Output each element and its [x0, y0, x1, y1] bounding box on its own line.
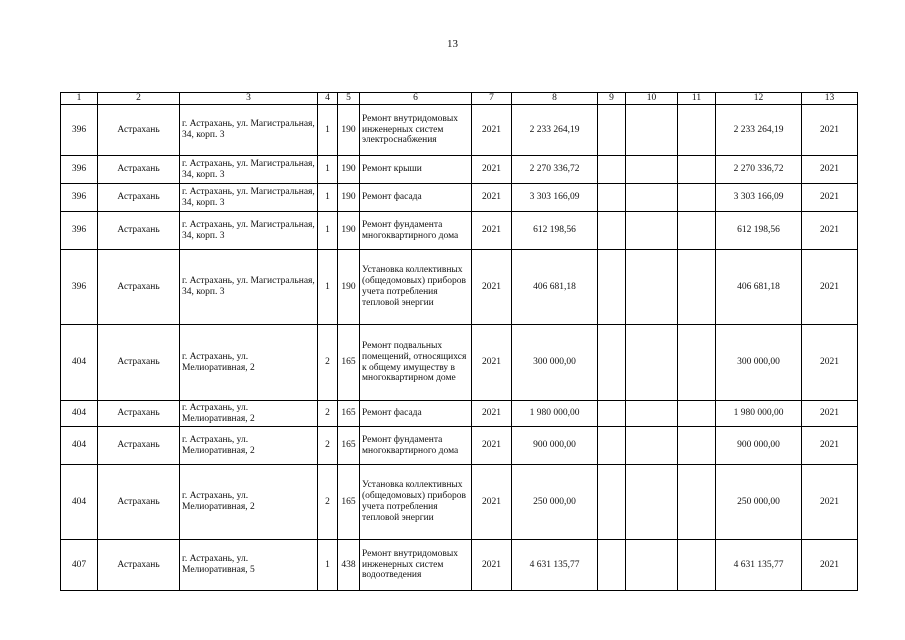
city-cell: Астрахань: [98, 105, 180, 156]
table-row: [61, 212, 858, 250]
col9-cell: [598, 401, 626, 427]
city-cell: Астрахань: [98, 401, 180, 427]
end-year-cell: 2021: [802, 465, 858, 540]
page-number: 13: [447, 38, 458, 50]
header-cell: 12: [716, 93, 802, 105]
col11-cell: [678, 105, 716, 156]
year-cell: 2021: [472, 105, 512, 156]
year-cell: 2021: [472, 212, 512, 250]
work-type-cell: Ремонт внутридомовых инженерных систем водоотведения: [360, 540, 472, 591]
address-cell: г. Астрахань, ул. Мелиоративная, 2: [180, 427, 318, 465]
total-cell: 250 000,00: [716, 465, 802, 540]
repair-program-table: [60, 92, 858, 591]
col10-cell: [626, 325, 678, 401]
row-number-cell: 396: [61, 250, 98, 325]
city-cell: Астрахань: [98, 325, 180, 401]
work-type-cell: Ремонт внутридомовых инженерных систем электроснабжения: [360, 105, 472, 156]
table-row: [61, 184, 858, 212]
header-cell: 11: [678, 93, 716, 105]
amount-cell: 4 631 135,77: [512, 540, 598, 591]
table-row: [61, 250, 858, 325]
total-cell: 300 000,00: [716, 325, 802, 401]
col10-cell: [626, 212, 678, 250]
col11-cell: [678, 250, 716, 325]
year-cell: 2021: [472, 184, 512, 212]
header-cell: 1: [61, 93, 98, 105]
header-cell: 7: [472, 93, 512, 105]
end-year-cell: 2021: [802, 250, 858, 325]
amount-cell: 2 233 264,19: [512, 105, 598, 156]
city-cell: Астрахань: [98, 427, 180, 465]
col11-cell: [678, 401, 716, 427]
address-cell: г. Астрахань, ул. Мелиоративная, 2: [180, 325, 318, 401]
year-cell: 2021: [472, 540, 512, 591]
table-row: [61, 325, 858, 401]
total-cell: 406 681,18: [716, 250, 802, 325]
header-cell: 9: [598, 93, 626, 105]
header-cell: 6: [360, 93, 472, 105]
city-cell: Астрахань: [98, 540, 180, 591]
work-type-cell: Ремонт подвальных помещений, относящихся к общему имуществу в многоквартирном доме: [360, 325, 472, 401]
year-cell: 2021: [472, 250, 512, 325]
total-cell: 1 980 000,00: [716, 401, 802, 427]
col4-cell: 1: [318, 250, 338, 325]
col11-cell: [678, 427, 716, 465]
year-cell: 2021: [472, 156, 512, 184]
amount-cell: 1 980 000,00: [512, 401, 598, 427]
city-cell: Астрахань: [98, 250, 180, 325]
end-year-cell: 2021: [802, 540, 858, 591]
row-number-cell: 396: [61, 105, 98, 156]
col10-cell: [626, 465, 678, 540]
col5-cell: 190: [338, 184, 360, 212]
work-type-cell: Ремонт фасада: [360, 401, 472, 427]
col4-cell: 2: [318, 401, 338, 427]
header-cell: 10: [626, 93, 678, 105]
total-cell: 612 198,56: [716, 212, 802, 250]
col5-cell: 165: [338, 465, 360, 540]
year-cell: 2021: [472, 401, 512, 427]
amount-cell: 250 000,00: [512, 465, 598, 540]
address-cell: г. Астрахань, ул. Мелиоративная, 2: [180, 465, 318, 540]
work-type-cell: Ремонт фундамента многоквартирного дома: [360, 427, 472, 465]
row-number-cell: 396: [61, 212, 98, 250]
col9-cell: [598, 156, 626, 184]
work-type-cell: Установка коллективных (общедомовых) приборов учета потребления тепловой энергии: [360, 465, 472, 540]
col11-cell: [678, 540, 716, 591]
amount-cell: 900 000,00: [512, 427, 598, 465]
col4-cell: 2: [318, 465, 338, 540]
col4-cell: 1: [318, 105, 338, 156]
col10-cell: [626, 427, 678, 465]
col11-cell: [678, 212, 716, 250]
col5-cell: 190: [338, 156, 360, 184]
col9-cell: [598, 184, 626, 212]
work-type-cell: Установка коллективных (общедомовых) приборов учета потребления тепловой энергии: [360, 250, 472, 325]
header-cell: 5: [338, 93, 360, 105]
col5-cell: 190: [338, 212, 360, 250]
col4-cell: 1: [318, 184, 338, 212]
col10-cell: [626, 156, 678, 184]
header-cell: 8: [512, 93, 598, 105]
col9-cell: [598, 105, 626, 156]
col10-cell: [626, 540, 678, 591]
col4-cell: 2: [318, 427, 338, 465]
row-number-cell: 404: [61, 325, 98, 401]
amount-cell: 300 000,00: [512, 325, 598, 401]
col9-cell: [598, 427, 626, 465]
end-year-cell: 2021: [802, 427, 858, 465]
header-cell: 4: [318, 93, 338, 105]
col11-cell: [678, 184, 716, 212]
address-cell: г. Астрахань, ул. Магистральная, 34, корп. 3: [180, 250, 318, 325]
row-number-cell: 396: [61, 156, 98, 184]
table-row: [61, 465, 858, 540]
work-type-cell: Ремонт фасада: [360, 184, 472, 212]
amount-cell: 406 681,18: [512, 250, 598, 325]
col9-cell: [598, 540, 626, 591]
col5-cell: 165: [338, 401, 360, 427]
row-number-cell: 404: [61, 401, 98, 427]
col9-cell: [598, 325, 626, 401]
col10-cell: [626, 250, 678, 325]
header-cell: 13: [802, 93, 858, 105]
end-year-cell: 2021: [802, 401, 858, 427]
table-row: [61, 105, 858, 156]
col11-cell: [678, 156, 716, 184]
address-cell: г. Астрахань, ул. Магистральная, 34, корп. 3: [180, 184, 318, 212]
col5-cell: 190: [338, 250, 360, 325]
work-type-cell: Ремонт фундамента многоквартирного дома: [360, 212, 472, 250]
col4-cell: 1: [318, 212, 338, 250]
col4-cell: 1: [318, 540, 338, 591]
table-row: [61, 540, 858, 591]
row-number-cell: 407: [61, 540, 98, 591]
year-cell: 2021: [472, 427, 512, 465]
year-cell: 2021: [472, 465, 512, 540]
row-number-cell: 404: [61, 465, 98, 540]
city-cell: Астрахань: [98, 184, 180, 212]
city-cell: Астрахань: [98, 156, 180, 184]
col11-cell: [678, 465, 716, 540]
header-cell: 3: [180, 93, 318, 105]
col9-cell: [598, 250, 626, 325]
amount-cell: 3 303 166,09: [512, 184, 598, 212]
row-number-cell: 396: [61, 184, 98, 212]
row-number-cell: 404: [61, 427, 98, 465]
total-cell: 4 631 135,77: [716, 540, 802, 591]
work-type-cell: Ремонт крыши: [360, 156, 472, 184]
amount-cell: 2 270 336,72: [512, 156, 598, 184]
total-cell: 2 270 336,72: [716, 156, 802, 184]
end-year-cell: 2021: [802, 105, 858, 156]
col4-cell: 2: [318, 325, 338, 401]
city-cell: Астрахань: [98, 212, 180, 250]
total-cell: 900 000,00: [716, 427, 802, 465]
address-cell: г. Астрахань, ул. Магистральная, 34, корп. 3: [180, 212, 318, 250]
col9-cell: [598, 212, 626, 250]
amount-cell: 612 198,56: [512, 212, 598, 250]
header-cell: 2: [98, 93, 180, 105]
end-year-cell: 2021: [802, 325, 858, 401]
table-row: [61, 427, 858, 465]
col10-cell: [626, 184, 678, 212]
col4-cell: 1: [318, 156, 338, 184]
address-cell: г. Астрахань, ул. Магистральная, 34, корп. 3: [180, 156, 318, 184]
year-cell: 2021: [472, 325, 512, 401]
col11-cell: [678, 325, 716, 401]
total-cell: 3 303 166,09: [716, 184, 802, 212]
col5-cell: 438: [338, 540, 360, 591]
end-year-cell: 2021: [802, 156, 858, 184]
col5-cell: 190: [338, 105, 360, 156]
end-year-cell: 2021: [802, 212, 858, 250]
end-year-cell: 2021: [802, 184, 858, 212]
column-number-header: [61, 93, 858, 105]
total-cell: 2 233 264,19: [716, 105, 802, 156]
col9-cell: [598, 465, 626, 540]
col10-cell: [626, 401, 678, 427]
table-row: [61, 401, 858, 427]
address-cell: г. Астрахань, ул. Магистральная, 34, корп. 3: [180, 105, 318, 156]
address-cell: г. Астрахань, ул. Мелиоративная, 5: [180, 540, 318, 591]
city-cell: Астрахань: [98, 465, 180, 540]
col5-cell: 165: [338, 325, 360, 401]
table-row: [61, 156, 858, 184]
address-cell: г. Астрахань, ул. Мелиоративная, 2: [180, 401, 318, 427]
col10-cell: [626, 105, 678, 156]
col5-cell: 165: [338, 427, 360, 465]
